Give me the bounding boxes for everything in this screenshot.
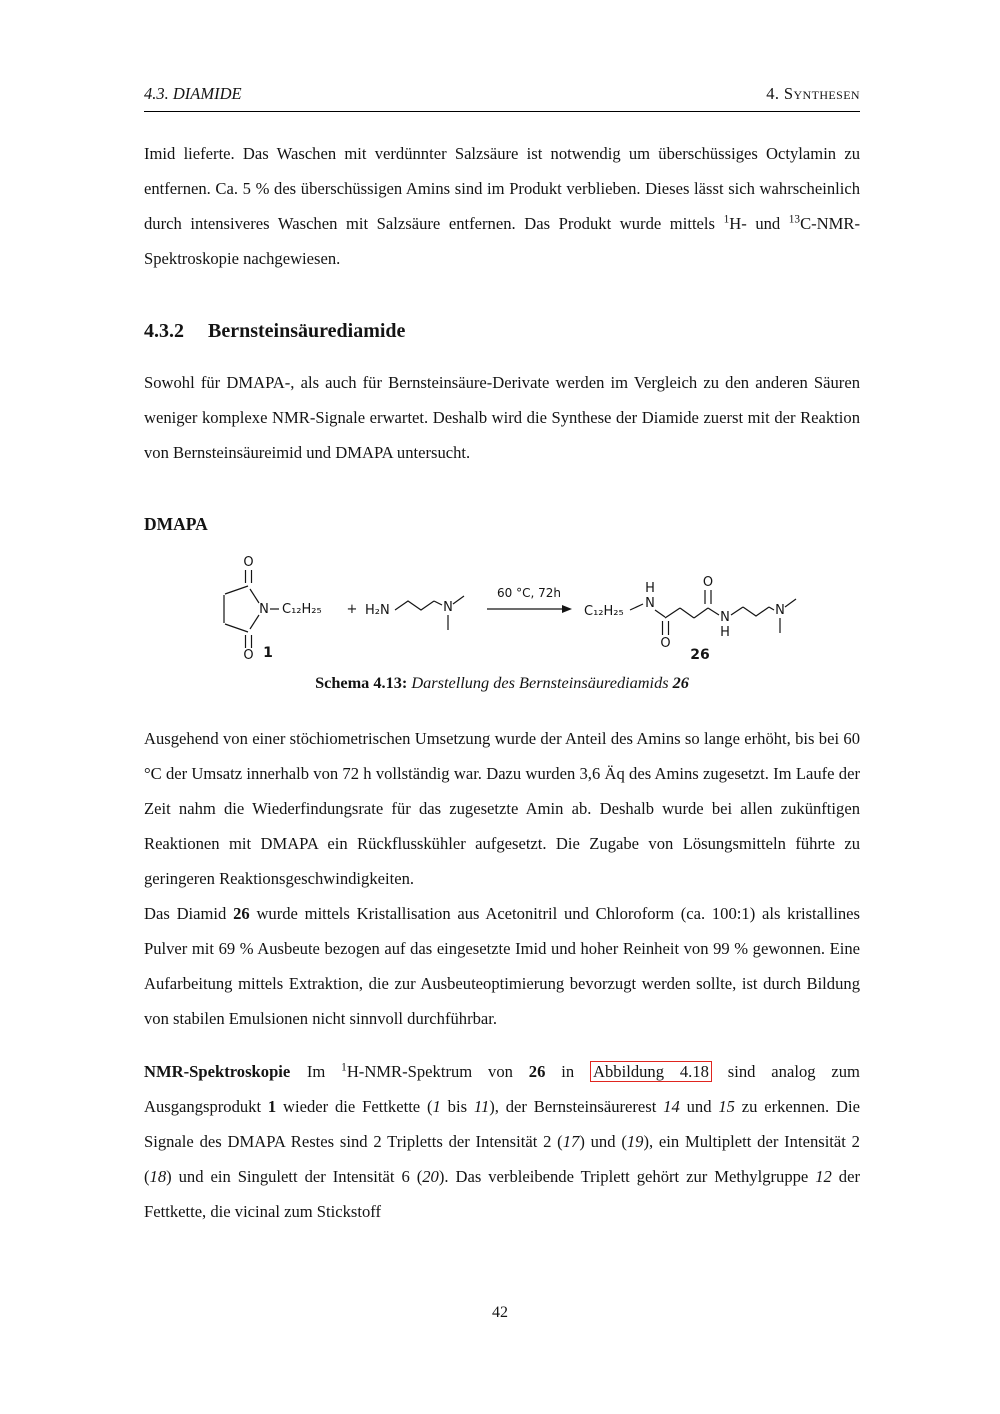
text-segment: 15 (718, 1097, 735, 1116)
text-segment: 26 (672, 673, 689, 692)
text-segment: 14 (663, 1097, 680, 1116)
text-segment: der Fettkette, die vicinal zum Stickstoff (144, 1167, 860, 1221)
running-header (144, 84, 860, 112)
alkyl-chain-label: C₁₂H₂₅ (584, 604, 624, 619)
text-segment: H-NMR-Spektrum von (346, 1062, 529, 1081)
text-segment: 1 (341, 1061, 347, 1074)
nmr-paragraph (144, 1054, 860, 1229)
text-segment: 18 (149, 1167, 167, 1186)
alkyl-chain-label: C₁₂H₂₅ (282, 602, 322, 617)
text-segment: bis (440, 1097, 474, 1116)
text-segment: 12 (815, 1167, 832, 1186)
nitrogen-atom: N (259, 602, 269, 617)
compound-1-label: 1 (263, 645, 273, 661)
section-number: 4.3.2 (144, 320, 184, 342)
reaction-scheme (144, 553, 860, 665)
text-segment: 26 (233, 904, 250, 923)
text-segment: NMR-Spektroskopie (144, 1062, 291, 1081)
section-heading (144, 320, 860, 343)
scheme-caption (144, 673, 860, 693)
hydrogen-atom: H (720, 625, 730, 640)
oxygen-atom: O (243, 555, 254, 570)
text-segment: ), ein Multiplett der Intensität 2 ( (144, 1132, 860, 1186)
section-title: Bernsteinsäurediamide (208, 320, 406, 342)
text-segment: H- und (729, 214, 789, 233)
compound-26-label: 26 (690, 647, 710, 663)
oxygen-atom: O (243, 648, 254, 663)
subsection-heading: DMAPA (144, 514, 208, 534)
reaction-arrow (487, 586, 572, 613)
text-segment: in (545, 1062, 591, 1081)
nitrogen-atom: N (443, 600, 453, 615)
text-segment: 26 (528, 1062, 546, 1081)
text-segment: ) und ein Singulett der Intensität 6 ( (166, 1167, 423, 1186)
product-structure (584, 575, 796, 663)
text-segment: 1 (432, 1097, 441, 1116)
text-segment: 1 (267, 1097, 277, 1116)
amine-group-label: H₂N (365, 603, 390, 618)
reaction-conditions: 60 °C, 72h (497, 586, 561, 600)
dmapa-structure (365, 596, 464, 630)
crystallisation-paragraph (144, 896, 860, 1036)
text-segment: Das Diamid (144, 904, 234, 923)
oxygen-atom: O (660, 636, 671, 651)
hydrogen-atom: H (645, 581, 655, 596)
text-segment: 11 (473, 1097, 490, 1116)
text-segment: wieder die Fettkette ( (276, 1097, 433, 1116)
intro-paragraph (144, 136, 860, 276)
text-segment: 17 (562, 1132, 580, 1151)
text-segment: und (679, 1097, 719, 1116)
text-segment: Imid lieferte. Das Waschen mit verdünnter Salzsäure ist notwendig um überschüssiges Octylamin zu entfernen. Ca. 5 % des überschüssigen Amins sind im Produkt verblieben. Dieses lässt sich wahrscheinlich durch intensiveres Waschen mit Salzsäure entfernen. Das Produkt wurde mittels (144, 144, 860, 233)
text-segment: sind analog zum Ausgangsprodukt (144, 1062, 860, 1116)
nitrogen-atom: N (720, 610, 730, 625)
text-segment: ). Das verbleibende Triplett gehört zur Methylgruppe (438, 1167, 816, 1186)
running-header-chapter: 4. Synthesen (766, 84, 860, 103)
text-segment: wurde mittels Kristallisation aus Acetonitril und Chloroform (ca. 100:1) als kristallines Pulver mit 69 % Ausbeute bezogen auf das eingesetzte Imid und hoher Reinheit von 99 % gewonnen. Eine Aufarbeitung mittels Extraktion, die zur Ausbeuteoptimierung bevorzugt werden sollte, ist durch Bildung von stabilen Emulsionen nicht sinnvoll durchführbar. (144, 904, 860, 1028)
text-segment: Ausgehend von einer stöchiometrischen Umsetzung wurde der Anteil des Amins so lange erhöht, bis bei 60 °C der Umsatz innerhalb von 72 h vollständig war. Dazu wurden 3,6 Äq des Amins zugesetzt. Im Laufe der Zeit nahm die Wiederfindungsrate für das zugesetzte Amin ab. Deshalb wurde bei allen zukünftigen Reaktionen mit DMAPA ein Rückflusskühler aufgesetzt. Die Zugabe von Lösungsmitteln führte zu geringeren Reaktionsgeschwindigkeiten. (144, 729, 860, 888)
text-segment: Darstellung des Bernsteinsäurediamids (411, 673, 673, 692)
text-segment: Sowohl für DMAPA-, als auch für Bernsteinsäure-Derivate werden im Vergleich zu den anderen Säuren weniger komplexe NMR-Signale erwartet. Deshalb wird die Synthese der Diamide zuerst mit der Reaktion von Bernsteinsäureimid und DMAPA untersucht. (144, 373, 860, 462)
nitrogen-atom: N (645, 596, 655, 611)
nitrogen-atom: N (775, 603, 785, 618)
plus-sign: + (346, 602, 358, 617)
text-segment: ), der Bernsteinsäurerest (489, 1097, 664, 1116)
text-segment: 13 (788, 213, 801, 226)
text-segment: 20 (422, 1167, 439, 1186)
page-number: 42 (492, 1304, 508, 1321)
figure-reference-link[interactable]: Abbildung 4.18 (590, 1061, 712, 1082)
text-segment: Im (290, 1062, 342, 1081)
oxygen-atom: O (702, 575, 714, 590)
succinimide-structure (224, 555, 322, 663)
reaction-scheme-drawing (202, 553, 802, 665)
text-segment: ) und ( (579, 1132, 627, 1151)
running-header-section: 4.3. DIAMIDE (144, 84, 242, 103)
text-segment: Schema 4.13: (315, 673, 412, 692)
scheme-discussion-paragraph (144, 721, 860, 896)
section-intro-paragraph (144, 365, 860, 470)
text-segment: C-NMR-Spektroskopie nachgewiesen. (144, 214, 860, 268)
text-segment: 1 (723, 213, 730, 226)
text-segment: zu erkennen. Die Signale des DMAPA Restes sind 2 Tripletts der Intensität 2 ( (144, 1097, 860, 1151)
text-segment: 19 (626, 1132, 644, 1151)
